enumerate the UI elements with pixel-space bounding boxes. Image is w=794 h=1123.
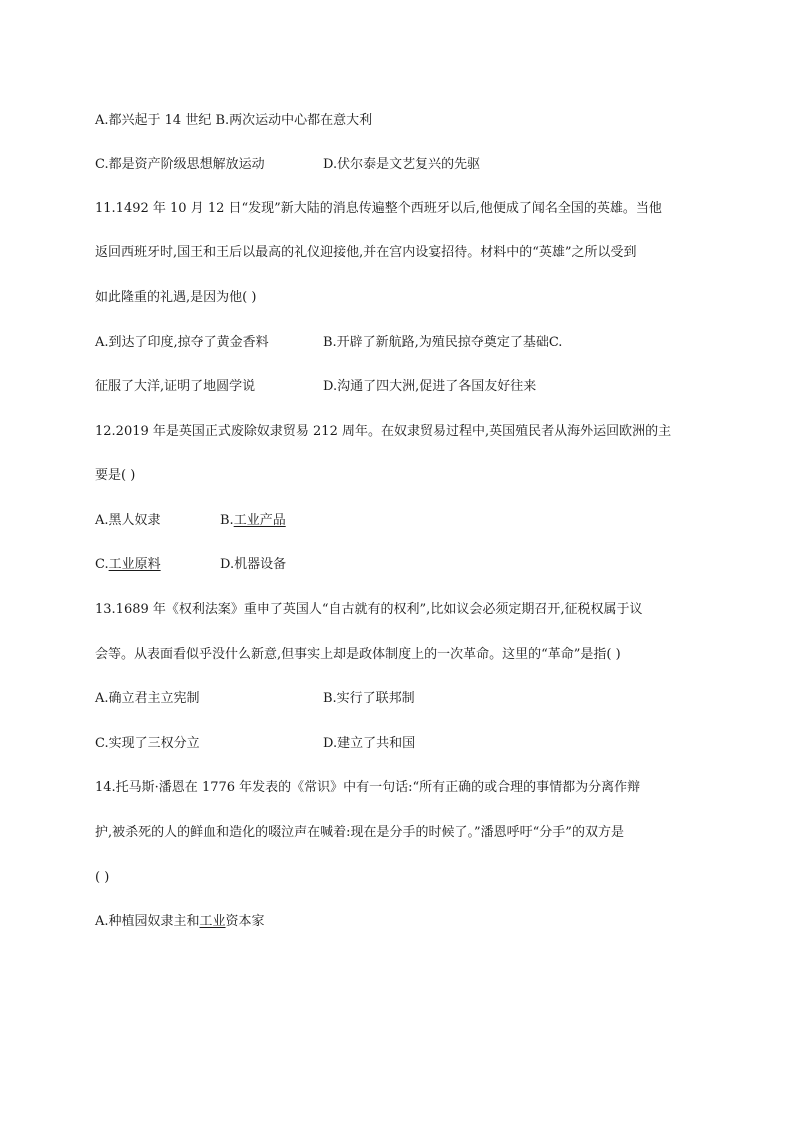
q14-option-a-underlined: 工业: [199, 914, 226, 929]
q12-stem-line-1: [95, 424, 671, 440]
q11-options-ab: [95, 335, 563, 351]
q11-stem-text: 如此隆重的礼遇,是因为他( ): [95, 290, 257, 305]
q14-stem-line-3: [95, 870, 109, 886]
q12-options-cd: [95, 557, 287, 573]
q14-stem-line-2: [95, 825, 624, 841]
q11-option-d: D.沟通了四大洲,促进了各国友好往来: [323, 379, 537, 394]
q13-options-ab: [95, 691, 415, 707]
q14-stem-text: 14.托马斯·潘恩在 1776 年发表的《常识》中有一句话:“所有正确的或合理的事情都为分离作辩: [95, 780, 641, 795]
q11-option-c: 征服了大洋,证明了地圆学说: [95, 379, 256, 394]
q10-option-a-b: A.都兴起于 14 世纪 B.两次运动中心都在意大利: [95, 113, 373, 128]
q12-stem-line-2: [95, 468, 135, 484]
q13-stem-text: 会等。从表面看似乎没什么新意,但事实上却是政体制度上的一次革命。这里的“革命”是指( ): [95, 647, 621, 662]
q13-stem-line-1: [95, 602, 642, 618]
q10-option-d: D.伏尔泰是文艺复兴的先驱: [323, 157, 481, 172]
q12-option-a: A.黑人奴隶: [95, 513, 161, 528]
q11-stem-line-2: [95, 245, 637, 261]
q12-option-c-letter: C.: [95, 557, 109, 572]
q11-stem-line-3: [95, 290, 256, 306]
q12-option-b-letter: B.: [220, 513, 234, 528]
q14-option-a-prefix: A.种植园奴隶主和: [95, 914, 200, 929]
q10-options-cd: [95, 157, 481, 173]
q13-option-c: C.实现了三权分立: [95, 736, 200, 751]
q13-options-cd: [95, 736, 416, 752]
q11-options-cd: [95, 379, 537, 395]
q12-option-c-underlined: 工业原料: [108, 557, 161, 572]
q13-stem-line-2: [95, 647, 621, 663]
q12-stem-text: 12.2019 年是英国正式废除奴隶贸易 212 周年。在奴隶贸易过程中,英国殖民者从海外运回欧洲的主: [95, 424, 672, 439]
q14-stem-text: 护,被杀死的人的鲜血和造化的啜泣声在喊着:现在是分手的时候了。”潘恩呼吁“分手”的双方是: [95, 825, 624, 840]
q14-answer-bracket: ( ): [95, 870, 110, 885]
q11-stem-text: 11.1492 年 10 月 12 日“发现”新大陆的消息传遍整个西班牙以后,他便成了闻名全国的英雄。当他: [95, 201, 662, 216]
q13-option-a: A.确立君主立宪制: [95, 691, 200, 706]
q12-stem-text: 要是( ): [95, 468, 136, 483]
q13-stem-text: 13.1689 年《权利法案》重申了英国人“自古就有的权利”,比如议会必须定期召开,征税权属于议: [95, 602, 643, 617]
q10-option-c: C.都是资产阶级思想解放运动: [95, 157, 265, 172]
q14-option-a: [95, 914, 265, 929]
q12-option-d: D.机器设备: [220, 557, 287, 572]
q14-option-a-suffix: 资本家: [225, 914, 265, 929]
q12-option-b-underlined: 工业产品: [233, 513, 286, 528]
q12-options-ab: [95, 513, 286, 529]
q10-options-ab: [95, 113, 372, 129]
q13-option-d: D.建立了共和国: [323, 736, 416, 751]
q14-stem-line-1: [95, 780, 640, 796]
q12-option-b: [220, 513, 286, 529]
q13-option-b: B.实行了联邦制: [323, 691, 415, 706]
q11-option-b: B.开辟了新航路,为殖民掠夺奠定了基础C.: [323, 335, 563, 350]
q11-option-a: A.到达了印度,掠夺了黄金香料: [95, 335, 269, 350]
q12-option-c: [95, 557, 161, 572]
q11-stem-line-1: [95, 201, 662, 217]
q14-option-a-line: [95, 914, 265, 930]
q11-stem-text: 返回西班牙时,国王和王后以最高的礼仪迎接他,并在宫内设宴招待。材料中的“英雄”之所以受到: [95, 245, 637, 260]
